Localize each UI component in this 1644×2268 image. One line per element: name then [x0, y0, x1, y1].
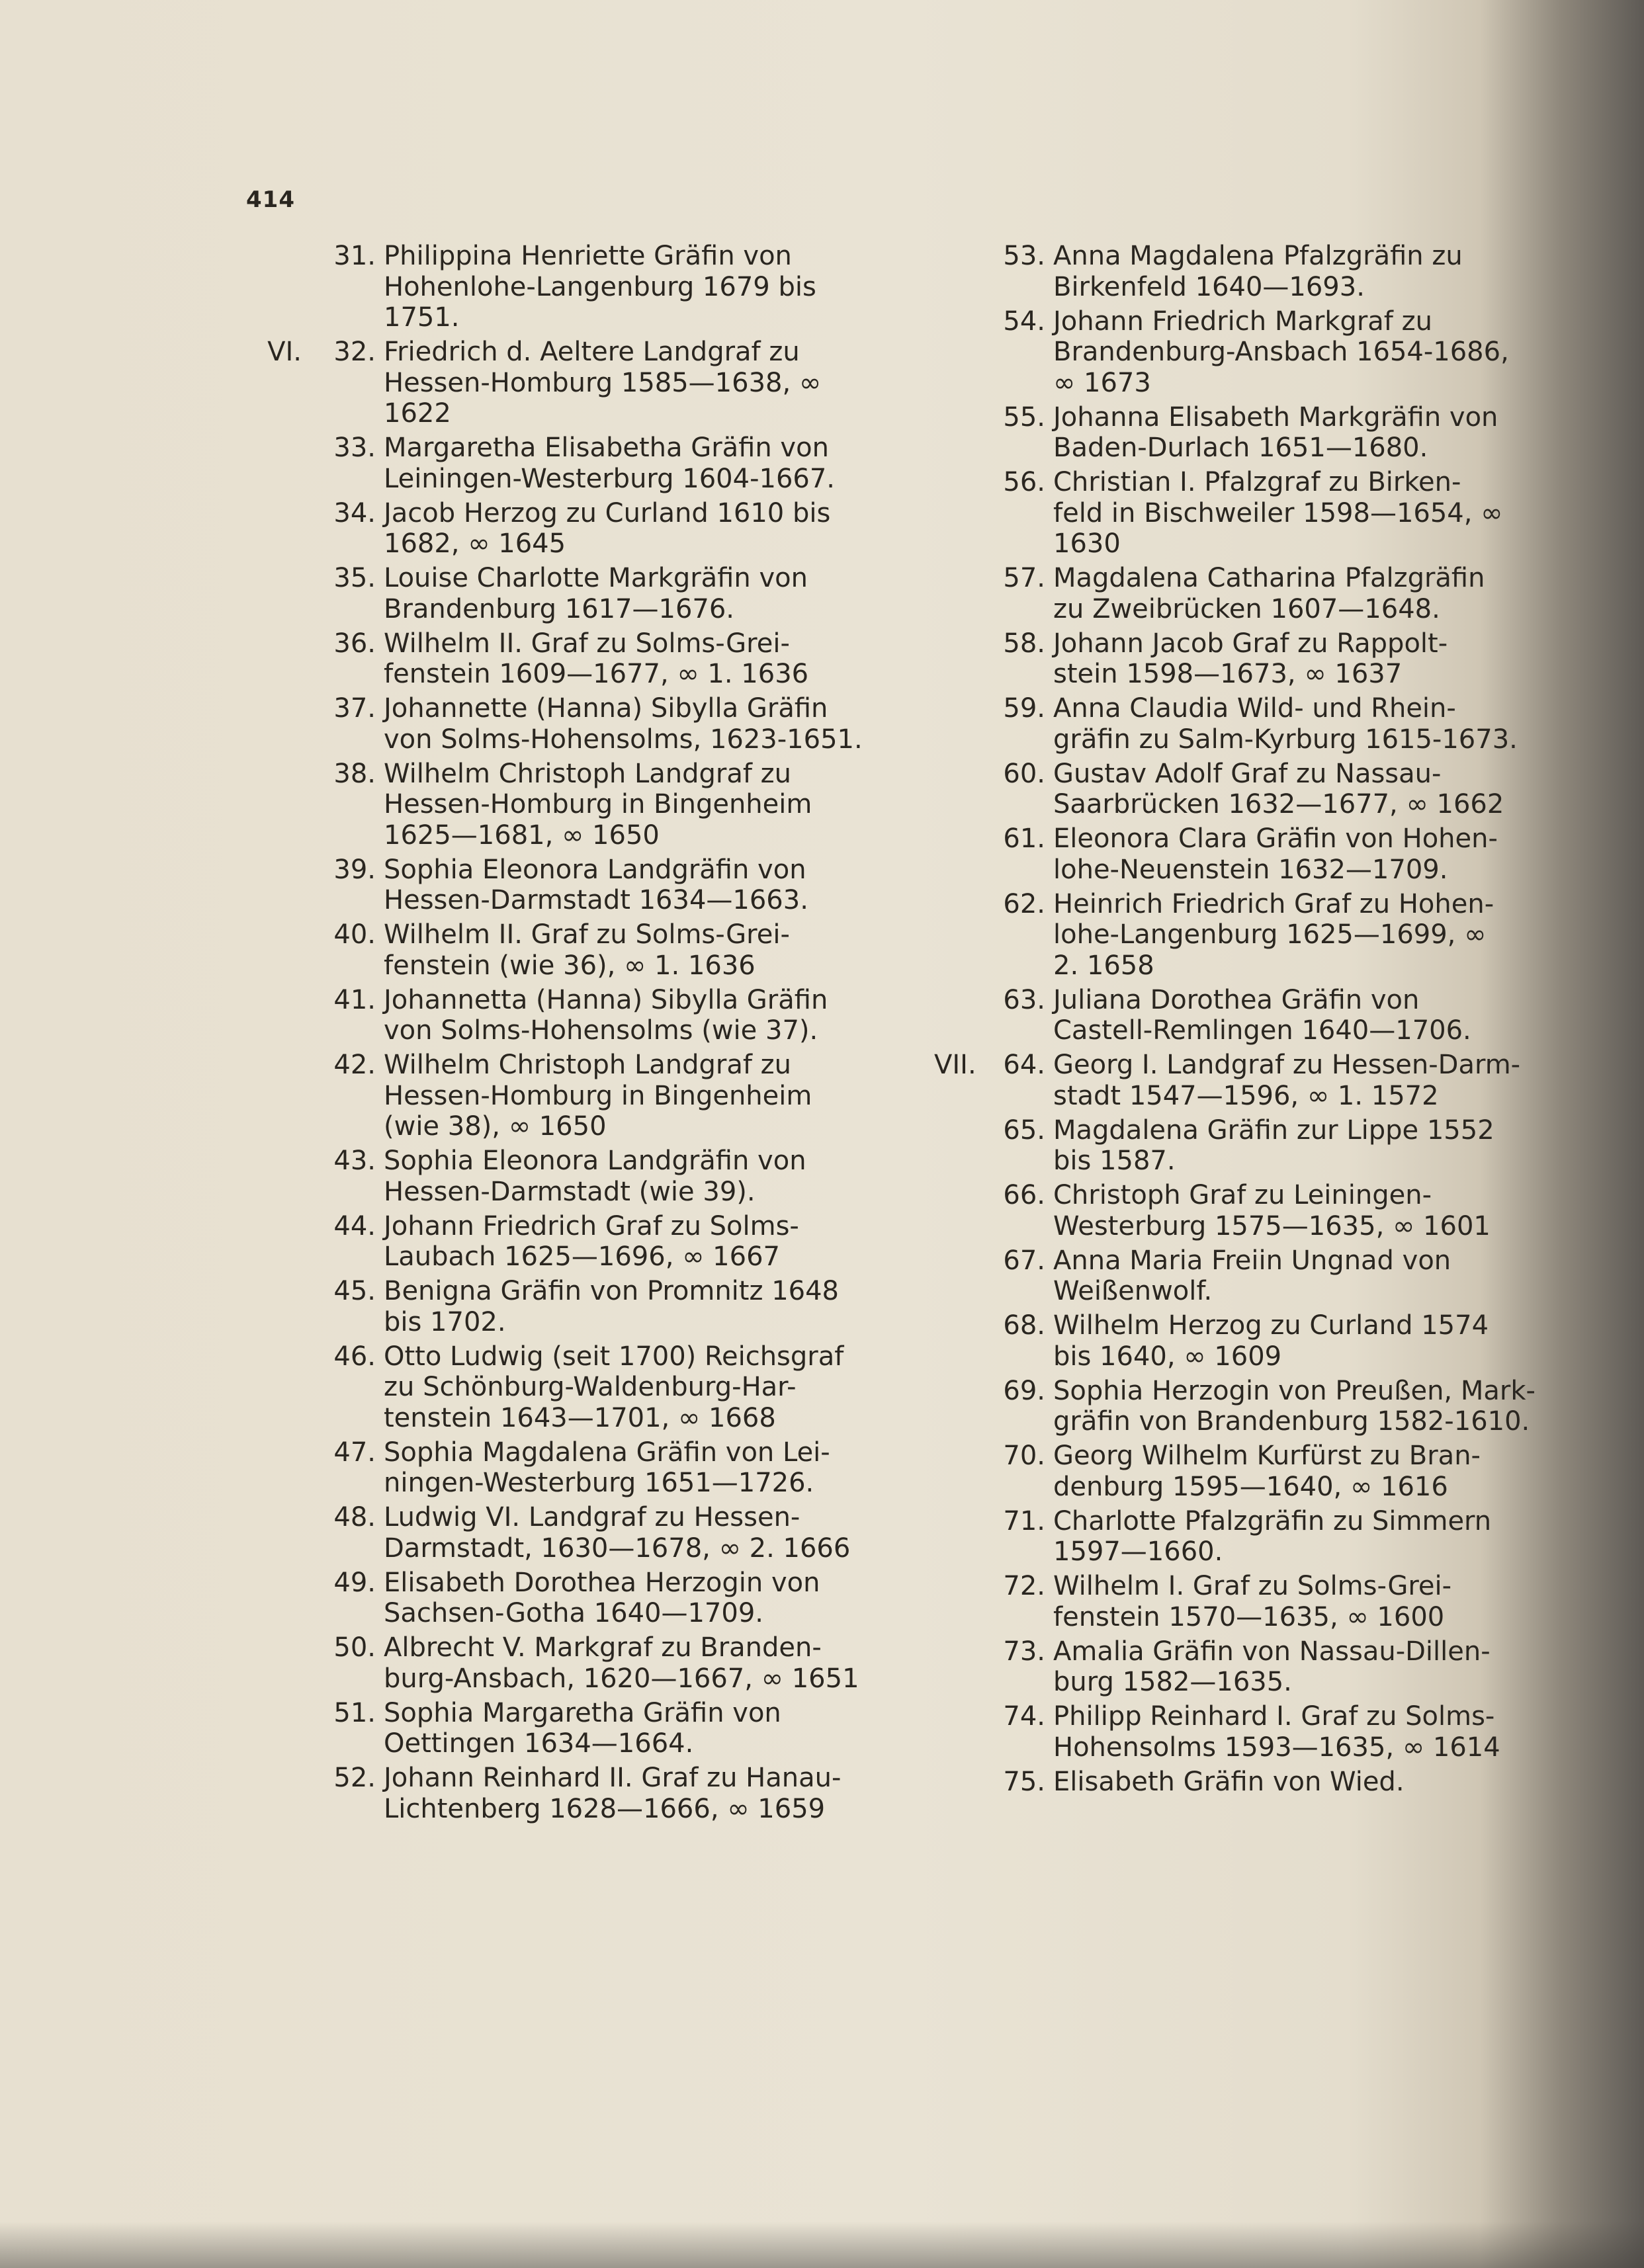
- entry-text: [384, 1437, 873, 1499]
- entry-number: 53.: [1003, 241, 1045, 271]
- page-number: 414: [246, 187, 295, 213]
- entry-line: Anna Magdalena Pfalzgräfin zu: [1053, 241, 1463, 271]
- entry-line: lohe-Neuenstein 1632—1709.: [1053, 854, 1448, 885]
- genealogy-entry: [265, 433, 873, 494]
- entry-number: 51.: [333, 1697, 376, 1728]
- entry-line: Juliana Dorothea Gräfin von: [1053, 984, 1420, 1015]
- entry-text: [1053, 241, 1543, 302]
- entry-line: stein 1598—1673, ∞ 1637: [1053, 659, 1403, 689]
- entry-number: 73.: [1003, 1636, 1045, 1667]
- entry-line: Hohensolms 1593—1635, ∞ 1614: [1053, 1732, 1500, 1763]
- genealogy-entry: [934, 1571, 1543, 1632]
- entry-number: 64.: [1003, 1050, 1045, 1080]
- entry-text: [1053, 1767, 1543, 1798]
- entry-line: Lichtenberg 1628—1666, ∞ 1659: [384, 1793, 826, 1824]
- genealogy-entry: [934, 241, 1543, 302]
- genealogy-entry: [265, 337, 873, 429]
- genealogy-entry: [934, 1767, 1543, 1798]
- entry-line: Anna Maria Freiin Ungnad von: [1053, 1245, 1451, 1276]
- entry-number: 38.: [333, 758, 376, 789]
- entry-line: 1682, ∞ 1645: [384, 528, 566, 559]
- entry-text: [384, 1502, 873, 1564]
- entry-line: Darmstadt, 1630—1678, ∞ 2. 1666: [384, 1533, 851, 1564]
- entry-line: Wilhelm II. Graf zu Solms-Grei-: [384, 628, 790, 659]
- entry-line: Westerburg 1575—1635, ∞ 1601: [1053, 1210, 1491, 1241]
- entry-number: 40.: [333, 919, 376, 950]
- entry-text: [384, 855, 873, 916]
- genealogy-entry: [934, 823, 1543, 885]
- genealogy-entry: [934, 1180, 1543, 1241]
- genealogy-entry: [934, 563, 1543, 624]
- entry-line: Castell-Remlingen 1640—1706.: [1053, 1015, 1471, 1046]
- entry-line: Sophia Magdalena Gräfin von Lei-: [384, 1437, 830, 1468]
- entry-line: Otto Ludwig (seit 1700) Reichsgraf: [384, 1341, 844, 1372]
- entry-text: [384, 759, 873, 851]
- entry-line: Albrecht V. Markgraf zu Branden-: [384, 1632, 822, 1663]
- entry-line: Eleonora Clara Gräfin von Hohen-: [1053, 823, 1498, 854]
- entry-text: [1053, 1245, 1543, 1307]
- entry-line: gräfin zu Salm-Kyrburg 1615-1673.: [1053, 724, 1518, 755]
- genealogy-entry: [934, 1245, 1543, 1307]
- entry-number: 37.: [333, 693, 376, 724]
- entry-text: [1053, 1506, 1543, 1568]
- entry-number: 74.: [1003, 1701, 1045, 1732]
- entry-line: lohe-Langenburg 1625—1699, ∞: [1053, 919, 1487, 950]
- genealogy-entry: [934, 1050, 1543, 1111]
- genealogy-entry: [934, 1376, 1543, 1437]
- entry-line: Laubach 1625—1696, ∞ 1667: [384, 1241, 780, 1272]
- entry-text: [1053, 823, 1543, 885]
- genealogy-entry: [265, 1341, 873, 1434]
- entry-line: Johann Reinhard II. Graf zu Hanau-: [384, 1763, 842, 1793]
- entry-line: Philipp Reinhard I. Graf zu Solms-: [1053, 1701, 1495, 1732]
- entry-line: (wie 38), ∞ 1650: [384, 1111, 607, 1142]
- entry-text: [384, 498, 873, 560]
- entry-line: tenstein 1643—1701, ∞ 1668: [384, 1402, 776, 1433]
- genealogy-entry: [934, 889, 1543, 982]
- entry-number: 52.: [333, 1763, 376, 1793]
- entry-line: Baden-Durlach 1651—1680.: [1053, 433, 1428, 463]
- entry-line: Wilhelm Christoph Landgraf zu: [384, 758, 791, 789]
- entry-line: Hessen-Homburg in Bingenheim: [384, 789, 812, 819]
- entry-line: 1751.: [384, 302, 460, 333]
- entry-text: [1053, 693, 1543, 755]
- entry-line: stadt 1547—1596, ∞ 1. 1572: [1053, 1080, 1439, 1111]
- entry-line: ∞ 1673: [1053, 367, 1151, 398]
- entry-number: 62.: [1003, 888, 1045, 919]
- entry-line: Leiningen-Westerburg 1604-1667.: [384, 463, 836, 494]
- entry-line: Georg Wilhelm Kurfürst zu Bran-: [1053, 1441, 1481, 1471]
- entry-text: [1053, 985, 1543, 1046]
- entry-text: [384, 337, 873, 429]
- entry-text: [1053, 1701, 1543, 1763]
- entry-line: Louise Charlotte Markgräfin von: [384, 563, 808, 593]
- genealogy-entry: [265, 1568, 873, 1629]
- entry-line: Wilhelm Herzog zu Curland 1574: [1053, 1310, 1489, 1341]
- entry-number: 43.: [333, 1146, 376, 1176]
- entry-number: 71.: [1003, 1505, 1045, 1536]
- entry-line: Georg I. Landgraf zu Hessen-Darm-: [1053, 1050, 1521, 1080]
- entry-line: Wilhelm I. Graf zu Solms-Grei-: [1053, 1571, 1452, 1601]
- entry-text: [384, 693, 873, 755]
- entry-line: feld in Bischweiler 1598—1654, ∞: [1053, 497, 1503, 528]
- entry-line: bis 1587.: [1053, 1146, 1176, 1176]
- entry-line: Ludwig VI. Landgraf zu Hessen-: [384, 1502, 800, 1533]
- entry-line: ningen-Westerburg 1651—1726.: [384, 1468, 814, 1498]
- entry-text: [1053, 306, 1543, 399]
- entry-text: [384, 241, 873, 333]
- entry-text: [1053, 402, 1543, 464]
- genealogy-entry: [934, 693, 1543, 755]
- genealogy-entry: [934, 306, 1543, 399]
- entry-line: Wilhelm II. Graf zu Solms-Grei-: [384, 919, 790, 950]
- entry-line: Hessen-Homburg 1585—1638, ∞: [384, 367, 822, 398]
- genealogy-entry: [265, 693, 873, 755]
- entry-text: [1053, 759, 1543, 820]
- entry-text: [384, 1276, 873, 1337]
- genealogy-entry: [934, 1636, 1543, 1698]
- entry-text: [1053, 1571, 1543, 1632]
- entry-text: [384, 1211, 873, 1273]
- genealogy-entry: [265, 1146, 873, 1207]
- entry-line: Sophia Eleonora Landgräfin von: [384, 854, 806, 885]
- entry-text: [1053, 1310, 1543, 1372]
- genealogy-entry: [265, 628, 873, 690]
- entry-text: [384, 1341, 873, 1434]
- entry-line: zu Zweibrücken 1607—1648.: [1053, 593, 1440, 624]
- entry-text: [384, 1050, 873, 1142]
- entry-line: Magdalena Catharina Pfalzgräfin: [1053, 563, 1485, 593]
- entry-line: 1597—1660.: [1053, 1536, 1223, 1567]
- entry-line: 1625—1681, ∞ 1650: [384, 819, 660, 851]
- entry-number: 39.: [333, 854, 376, 885]
- entry-number: 42.: [333, 1050, 376, 1080]
- page-edge-shadow: [0, 2222, 1644, 2268]
- genealogy-entry: [265, 1276, 873, 1337]
- entry-text: [384, 985, 873, 1046]
- genealogy-entry: [265, 1437, 873, 1499]
- entry-text: [1053, 1180, 1543, 1241]
- entry-line: Benigna Gräfin von Promnitz 1648: [384, 1276, 839, 1306]
- entry-number: 61.: [1003, 823, 1045, 854]
- genealogy-entry: [265, 919, 873, 981]
- entry-line: bis 1640, ∞ 1609: [1053, 1341, 1282, 1372]
- entry-line: Weißenwolf.: [1053, 1276, 1213, 1306]
- entry-number: 54.: [1003, 306, 1045, 337]
- entry-line: von Solms-Hohensolms (wie 37).: [384, 1015, 818, 1046]
- entry-text: [1053, 1050, 1543, 1111]
- entry-line: Philippina Henriette Gräfin von: [384, 241, 792, 271]
- entry-number: 63.: [1003, 984, 1045, 1015]
- entry-number: 59.: [1003, 693, 1045, 724]
- entry-text: [1053, 1636, 1543, 1698]
- entry-line: burg 1582—1635.: [1053, 1667, 1292, 1697]
- entry-text: [1053, 628, 1543, 690]
- genealogy-entry: [265, 985, 873, 1046]
- genealogy-entry: [934, 985, 1543, 1046]
- genealogy-entry: [265, 1211, 873, 1273]
- entry-line: Johann Jacob Graf zu Rappolt-: [1053, 628, 1448, 659]
- entry-line: Brandenburg 1617—1676.: [384, 593, 734, 624]
- genealogy-entry: [934, 1506, 1543, 1568]
- entry-line: Johanna Elisabeth Markgräfin von: [1053, 401, 1498, 433]
- entry-line: Amalia Gräfin von Nassau-Dillen-: [1053, 1636, 1491, 1667]
- entry-line: Charlotte Pfalzgräfin zu Simmern: [1053, 1505, 1492, 1536]
- entry-line: Christoph Graf zu Leiningen-: [1053, 1180, 1432, 1210]
- entry-line: Hessen-Homburg in Bingenheim: [384, 1080, 812, 1111]
- entry-line: Saarbrücken 1632—1677, ∞ 1662: [1053, 789, 1504, 819]
- entry-number: 33.: [333, 433, 376, 463]
- entry-number: 70.: [1003, 1441, 1045, 1471]
- genealogy-entry: [934, 759, 1543, 820]
- entry-text: [1053, 563, 1543, 624]
- entry-line: Birkenfeld 1640—1693.: [1053, 271, 1365, 302]
- entry-line: Sophia Eleonora Landgräfin von: [384, 1146, 806, 1176]
- entry-number: 65.: [1003, 1114, 1045, 1146]
- entry-line: Anna Claudia Wild- und Rhein-: [1053, 693, 1456, 724]
- entry-line: Sachsen-Gotha 1640—1709.: [384, 1598, 763, 1628]
- genealogy-entry: [265, 759, 873, 851]
- entry-text: [1053, 889, 1543, 982]
- generation-marker: VI.: [267, 337, 302, 367]
- entry-number: 48.: [333, 1502, 376, 1533]
- genealogy-entry: [934, 467, 1543, 560]
- entry-line: Christian I. Pfalzgraf zu Birken-: [1053, 467, 1461, 497]
- entry-number: 57.: [1003, 563, 1045, 593]
- entry-text: [384, 919, 873, 981]
- entry-number: 31.: [333, 241, 376, 271]
- genealogy-entry: [265, 1698, 873, 1759]
- genealogy-entry: [265, 498, 873, 560]
- entry-line: zu Schönburg-Waldenburg-Har-: [384, 1372, 797, 1402]
- entry-number: 32.: [333, 337, 376, 367]
- entry-number: 60.: [1003, 758, 1045, 789]
- entry-line: Jacob Herzog zu Curland 1610 bis: [384, 497, 831, 528]
- entry-line: Johannetta (Hanna) Sibylla Gräfin: [384, 984, 828, 1015]
- entry-line: bis 1702.: [384, 1306, 506, 1337]
- entry-line: Johann Friedrich Graf zu Solms-: [384, 1210, 799, 1241]
- genealogy-entry: [265, 1050, 873, 1142]
- entry-line: Elisabeth Dorothea Herzogin von: [384, 1567, 820, 1598]
- entry-line: Johann Friedrich Markgraf zu: [1053, 306, 1432, 337]
- entry-text: [384, 563, 873, 624]
- entry-line: Brandenburg-Ansbach 1654-1686,: [1053, 337, 1509, 367]
- entry-text: [384, 1568, 873, 1629]
- entry-text: [384, 1698, 873, 1759]
- entry-line: burg-Ansbach, 1620—1667, ∞ 1651: [384, 1663, 859, 1694]
- entry-number: 45.: [333, 1276, 376, 1306]
- entry-number: 44.: [333, 1210, 376, 1241]
- genealogy-entry: [934, 628, 1543, 690]
- entry-text: [384, 1763, 873, 1824]
- entry-number: 68.: [1003, 1310, 1045, 1341]
- right-column: [934, 241, 1543, 1801]
- left-column: [265, 241, 873, 1828]
- entry-line: fenstein 1609—1677, ∞ 1. 1636: [384, 659, 809, 689]
- entry-line: gräfin von Brandenburg 1582-1610.: [1053, 1406, 1530, 1437]
- entry-number: 55.: [1003, 401, 1045, 433]
- entry-number: 36.: [333, 628, 376, 659]
- entry-line: Gustav Adolf Graf zu Nassau-: [1053, 758, 1442, 789]
- entry-line: fenstein 1570—1635, ∞ 1600: [1053, 1601, 1445, 1632]
- entry-text: [1053, 1441, 1543, 1502]
- entry-number: 69.: [1003, 1375, 1045, 1406]
- entry-number: 35.: [333, 563, 376, 593]
- entry-text: [1053, 1115, 1543, 1177]
- entry-text: [1053, 467, 1543, 560]
- entry-text: [1053, 1376, 1543, 1437]
- entry-line: Friedrich d. Aeltere Landgraf zu: [384, 337, 800, 367]
- entry-line: Oettingen 1634—1664.: [384, 1728, 694, 1759]
- entry-line: 1630: [1053, 528, 1121, 559]
- genealogy-entry: [934, 1441, 1543, 1502]
- genealogy-entry: [265, 1763, 873, 1824]
- entry-line: von Solms-Hohensolms, 1623-1651.: [384, 724, 863, 755]
- entry-line: denburg 1595—1640, ∞ 1616: [1053, 1471, 1448, 1502]
- genealogy-entry: [934, 1701, 1543, 1763]
- entry-number: 41.: [333, 984, 376, 1015]
- entry-number: 50.: [333, 1632, 376, 1663]
- entry-line: Sophia Margaretha Gräfin von: [384, 1697, 781, 1728]
- entry-number: 72.: [1003, 1571, 1045, 1601]
- genealogy-entry: [265, 1632, 873, 1694]
- entry-line: Sophia Herzogin von Preußen, Mark-: [1053, 1375, 1536, 1406]
- entry-number: 58.: [1003, 628, 1045, 659]
- entry-line: Hessen-Darmstadt 1634—1663.: [384, 885, 808, 915]
- entry-line: Heinrich Friedrich Graf zu Hohen-: [1053, 888, 1494, 919]
- entry-number: 46.: [333, 1341, 376, 1372]
- entry-line: Margaretha Elisabetha Gräfin von: [384, 433, 829, 463]
- entry-line: Hessen-Darmstadt (wie 39).: [384, 1176, 756, 1207]
- generation-marker: VII.: [934, 1050, 976, 1080]
- entry-number: 67.: [1003, 1245, 1045, 1276]
- entry-text: [384, 628, 873, 690]
- entry-line: 2. 1658: [1053, 950, 1154, 981]
- genealogy-entry: [934, 1115, 1543, 1177]
- entry-line: fenstein (wie 36), ∞ 1. 1636: [384, 950, 756, 981]
- entry-line: Elisabeth Gräfin von Wied.: [1053, 1766, 1405, 1797]
- genealogy-entry: [265, 241, 873, 333]
- entry-number: 56.: [1003, 467, 1045, 497]
- genealogy-entry: [265, 855, 873, 916]
- entry-line: 1622: [384, 398, 451, 429]
- entry-line: Hohenlohe-Langenburg 1679 bis: [384, 271, 816, 302]
- entry-number: 75.: [1003, 1766, 1045, 1797]
- entry-text: [384, 1146, 873, 1207]
- entry-number: 49.: [333, 1567, 376, 1598]
- genealogy-entry: [934, 402, 1543, 464]
- entry-number: 66.: [1003, 1180, 1045, 1210]
- entry-text: [384, 1632, 873, 1694]
- entry-number: 47.: [333, 1437, 376, 1468]
- entry-line: Wilhelm Christoph Landgraf zu: [384, 1050, 791, 1080]
- entry-text: [384, 433, 873, 494]
- genealogy-entry: [265, 1502, 873, 1564]
- entry-number: 34.: [333, 497, 376, 528]
- entry-line: Magdalena Gräfin zur Lippe 1552: [1053, 1114, 1494, 1146]
- genealogy-entry: [934, 1310, 1543, 1372]
- entry-line: Johannette (Hanna) Sibylla Gräfin: [384, 693, 828, 724]
- genealogy-entry: [265, 563, 873, 624]
